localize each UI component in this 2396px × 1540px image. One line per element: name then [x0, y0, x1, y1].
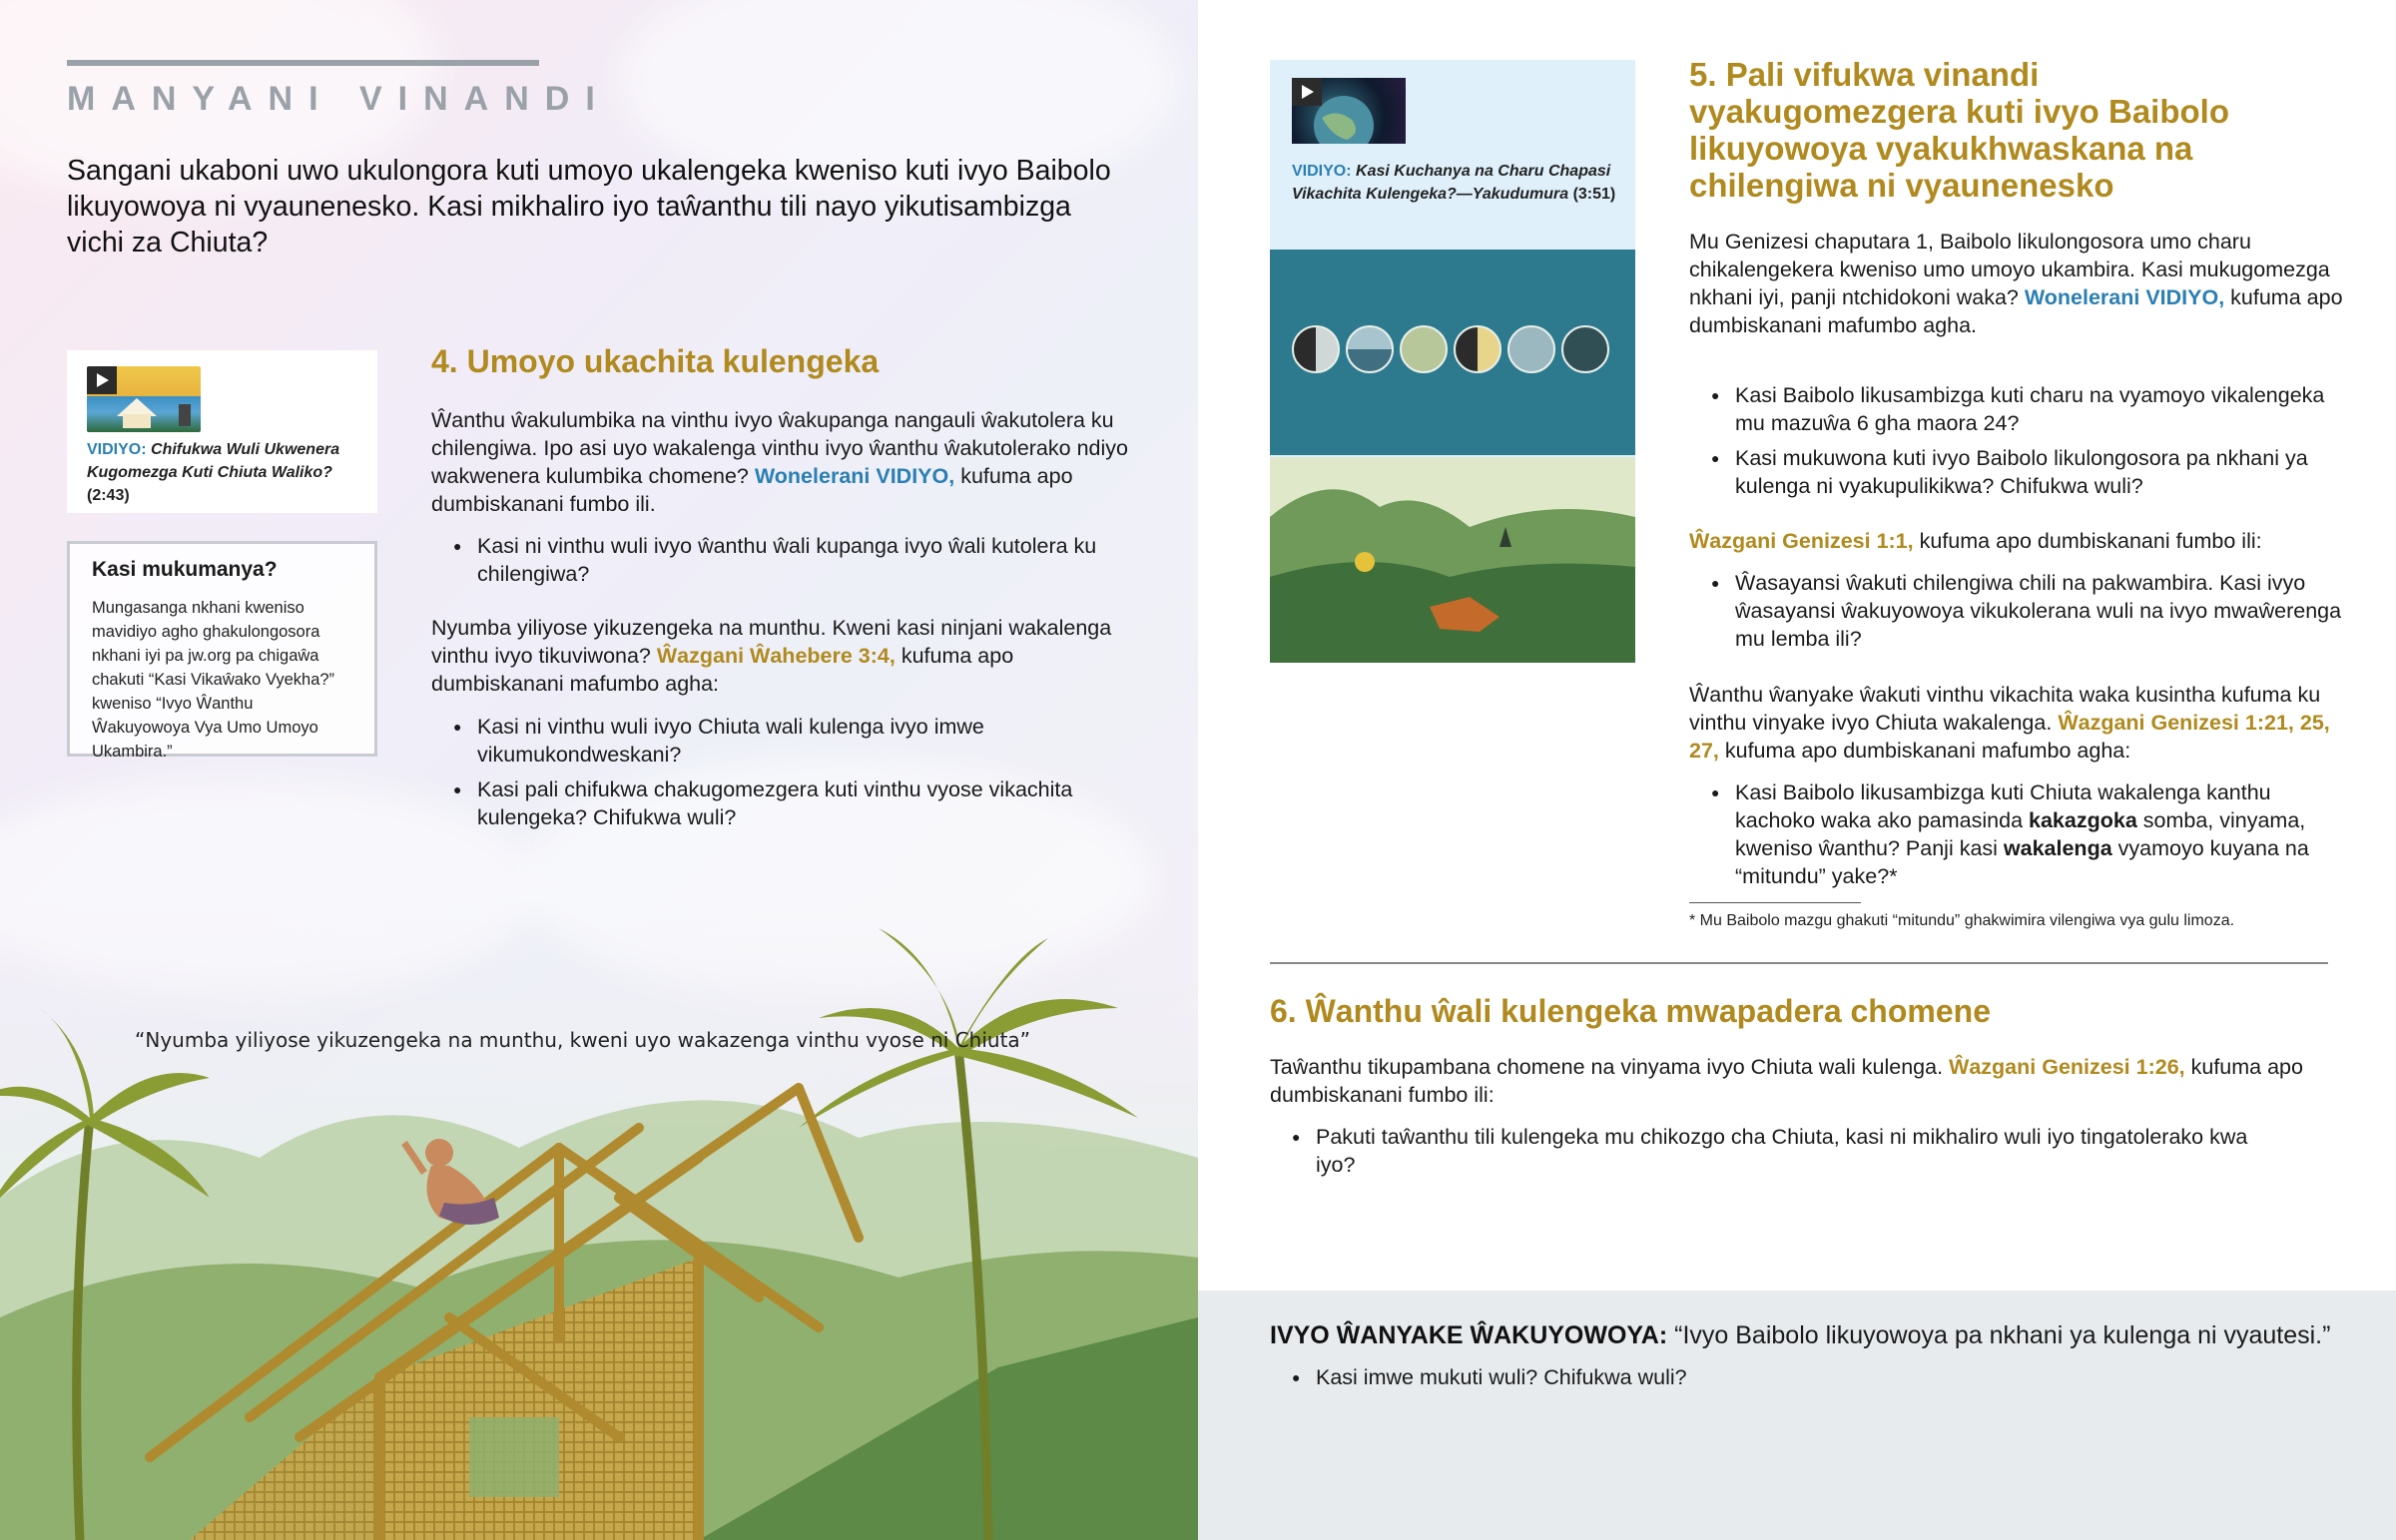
section-4-bullets-1	[431, 532, 1130, 595]
section-5-bullets-3	[1689, 778, 2348, 897]
video-title: Kasi Kuchanya na Charu Chapasi Vikachita Kulengeka?—Yakudumura	[1292, 163, 1611, 203]
section-6-p1-after: kufuma apo dumbiskanani fumbo ili:	[1270, 1055, 2303, 1107]
creation-days-band	[1270, 250, 1635, 455]
video-duration: (2:43)	[87, 487, 130, 504]
day-6-icon	[1561, 325, 1609, 373]
section-4-p1-text: Ŵanthu ŵakulumbika na vinthu ivyo ŵakupanga nangauli ŵakutolera ku chilengiwa. Ipo asi uyo wakalenga vinthu ivyo ŵanthu ŵakutolerako ndiyo wakwenera kulumbika chomene?	[431, 408, 1128, 488]
list-item: ● Pakuti taŵanthu tili kulengeka mu chikozgo cha Chiuta, kasi ni mikhaliro wuli iyo tingatolerako kwa iyo?	[1270, 1123, 2268, 1179]
video-card[interactable]	[1270, 60, 1635, 663]
house-icon	[87, 366, 201, 432]
others-say-quote: “Ivyo Baibolo likuyowoya pa nkhani ya kulenga ni vyautesi.”	[1674, 1321, 2331, 1349]
section-5-p1-text: Mu Genizesi chaputara 1, Baibolo likulongosora umo charu chikalengekera kweniso umo umoyo ukambira. Kasi mukugomezga nkhani iyi, panji ntchidokoni waka?	[1689, 230, 2330, 309]
infobox-text: Mungasanga nkhani kweniso mavidiyo agho ghakulongosora nkhani iyi pa jw.org pa chigaŵa chakuti “Kasi Vikaŵako Vyekha?” kweniso “Ivyo Ŵanthu Ŵakuyowoya Vya Umo Umoyo Ukambira.”	[92, 599, 335, 761]
footnote-rule	[1689, 902, 1861, 903]
b4-bold-1: kakazgoka	[2029, 808, 2137, 832]
others-say-statement	[1270, 1318, 2330, 1352]
right-page	[1198, 0, 2396, 1540]
list-item: ● Kasi ni vinthu wuli ivyo Chiuta wali kulenga ivyo imwe vikumukondweskani?	[431, 713, 1130, 769]
others-say-label: IVYO ŴANYAKE ŴAKUYOWOYA:	[1270, 1321, 1668, 1349]
intro-paragraph: Sangani ukaboni uwo ukulongora kuti umoyo ukalengeka kweniso kuti ivyo Baibolo likuyowoya ni vyaunenesko. Kasi mikhaliro iyo taŵanthu tili nayo yikutisambizga vichi za Chiuta?	[67, 155, 1111, 258]
day-1-icon	[1292, 325, 1340, 373]
day-4-icon	[1454, 325, 1501, 373]
section-5-paragraph-2	[1689, 527, 2348, 555]
b4-bold-2: wakalenga	[2003, 836, 2112, 860]
section-4-paragraph-1	[431, 406, 1130, 518]
footnote: * Mu Baibolo mazgu ghakuti “mitundu” ghakwimira vilengiwa vya gulu limoza.	[1689, 912, 2235, 929]
watch-video-link[interactable]: Wonelerani VIDIYO,	[2024, 285, 2225, 309]
day-2-icon	[1346, 325, 1394, 373]
day-3-icon	[1400, 325, 1448, 373]
scripture-reference-link[interactable]: Ŵazgani Genizesi 1:26,	[1949, 1055, 2185, 1079]
section-5-p1-after: kufuma apo dumbiskanani mafumbo agha.	[1689, 285, 2343, 337]
section-5-paragraph-1	[1689, 228, 2348, 339]
list-item: ● Kasi Baibolo likusambizga kuti charu na vyamoyo vikalengeka mu mazuŵa 6 gha maora 24?	[1689, 381, 2348, 437]
day-5-icon	[1507, 325, 1555, 373]
did-you-know-box	[67, 541, 377, 761]
section-5-bullets-1	[1689, 381, 2348, 507]
section-5-p3-after: kufuma apo dumbiskanani mafumbo agha:	[1724, 739, 2131, 763]
section-6-heading: 6. Ŵanthu ŵali kulengeka mwapadera chomene	[1270, 993, 1991, 1029]
infobox-title: Kasi mukumanya?	[92, 558, 278, 581]
scripture-reference-link[interactable]: Ŵazgani Ŵahebere 3:4,	[656, 644, 896, 668]
watch-video-link[interactable]: Wonelerani VIDIYO,	[754, 464, 955, 488]
b4-part-b: somba, vinyama, kweniso ŵanthu? Panji kasi	[1735, 808, 2306, 860]
list-item: ● Ŵasayansi ŵakuti chilengiwa chili na pakwambira. Kasi ivyo ŵasayansi ŵakuyowoya vikukolerana wuli na ivyo mwaŵerenga mu lemba ili?	[1689, 569, 2348, 653]
section-4-p2-after: kufuma apo dumbiskanani mafumbo agha:	[431, 644, 1014, 696]
section-4-paragraph-2	[431, 614, 1130, 698]
section-6-p1-text: Taŵanthu tikupambana chomene na vinyama ivyo Chiuta wali kulenga.	[1270, 1055, 1944, 1079]
video-card[interactable]	[67, 350, 377, 513]
video-label: VIDIYO:	[1292, 163, 1352, 180]
list-item: ● Kasi imwe mukuti wuli? Chifukwa wuli?	[1270, 1363, 2268, 1391]
house-building-illustration	[0, 898, 1198, 1540]
video-caption	[87, 438, 366, 507]
list-item	[1689, 778, 2348, 890]
section-4-bullets-2	[431, 713, 1130, 838]
section-4-heading: 4. Umoyo ukachita kulengeka	[431, 343, 880, 379]
section-5-bullets-2	[1689, 569, 2348, 660]
others-say-bullets	[1270, 1363, 2268, 1398]
section-5-heading: 5. Pali vifukwa vinandi vyakugomezgera kuti ivyo Baibolo likuyowoya vyakukhwaskana na chilengiwa ni vyaunenesko	[1689, 56, 2229, 204]
list-item: ● Kasi mukuwona kuti ivyo Baibolo likulongosora pa nkhani ya kulenga ni vyakupulikikwa? Chifukwa wuli?	[1689, 444, 2348, 500]
video-thumbnail[interactable]	[1292, 78, 1406, 144]
section-6-paragraph-1	[1270, 1053, 2328, 1109]
section-5-p2-after: kufuma apo dumbiskanani fumbo ili:	[1919, 529, 2262, 553]
section-5-paragraph-3	[1689, 681, 2348, 765]
section-4-p1-after: kufuma apo dumbiskanani fumbo ili.	[431, 464, 1073, 516]
b4-part-c: vyamoyo kuyana na “mitundu” yake?*	[1735, 836, 2309, 888]
video-thumbnail[interactable]	[87, 366, 201, 432]
section-label-bar	[67, 60, 539, 66]
earth-icon	[1292, 78, 1406, 144]
list-item: ● Kasi pali chifukwa chakugomezgera kuti vinthu vyose vikachita kulengeka? Chifukwa wuli?	[431, 775, 1130, 831]
video-label: VIDIYO:	[87, 441, 147, 458]
image-caption-quote: “Nyumba yiliyose yikuzengeka na munthu, kweni uyo wakazenga vinthu vyose ni Chiuta”	[135, 1028, 1031, 1052]
scripture-reference-link[interactable]: Ŵazgani Genizesi 1:21, 25, 27,	[1689, 711, 2330, 763]
section-label: MANYANI VINANDI	[67, 80, 611, 118]
section-6-bullets	[1270, 1123, 2268, 1186]
scripture-reference-link[interactable]: Ŵazgani Genizesi 1:1,	[1689, 529, 1914, 553]
video-caption	[1292, 160, 1621, 206]
section-divider	[1270, 962, 2328, 964]
section-4-p2-text: Nyumba yiliyose yikuzengeka na munthu. Kweni kasi ninjani wakalenga vinthu ivyo tikuviwona?	[431, 616, 1112, 668]
b4-part-a: Kasi Baibolo likusambizga kuti Chiuta wakalenga kanthu kachoko waka ako pamasinda	[1735, 780, 2271, 832]
video-duration: (3:51)	[1572, 186, 1616, 203]
fox-landscape-image	[1270, 457, 1635, 663]
list-item: ● Kasi ni vinthu wuli ivyo ŵanthu ŵali kupanga ivyo ŵali kutolera ku chilengiwa?	[431, 532, 1130, 588]
section-5-p3-text: Ŵanthu ŵanyake ŵakuti vinthu vikachita waka kusintha kufuma ku vinthu vinyake ivyo Chiuta wakalenga.	[1689, 683, 2321, 735]
video-title: Chifukwa Wuli Ukwenera Kugomezga Kuti Chiuta Waliko?	[87, 441, 340, 481]
